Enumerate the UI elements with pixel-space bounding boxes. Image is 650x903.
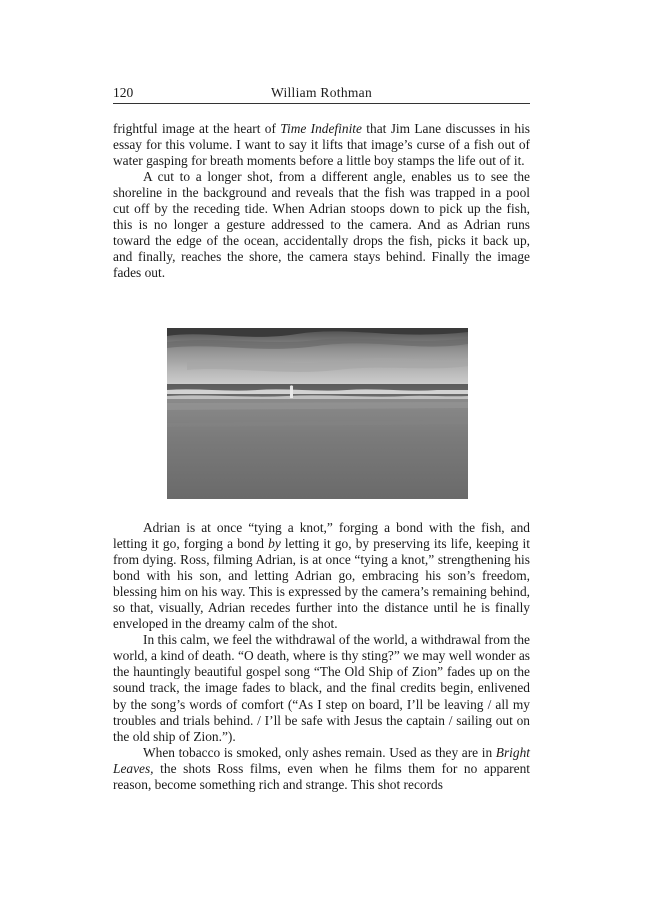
text-run: frightful image at the heart of [113, 121, 281, 136]
page-header [113, 85, 530, 104]
italic-text: Bright Leaves, [113, 744, 530, 776]
beach-photo-image [167, 328, 468, 499]
paragraph [113, 520, 530, 632]
text-run: the shots Ross films, even when he films them for no apparent reason, become something rich and strange. This shot records [113, 760, 530, 792]
italic-text: by [268, 536, 281, 552]
text-run: letting it go, by preserving its life, keeping it from dying. Ross, filming Adrian, is at once “tying a knot,” strengthening his bond with his son, and letting Adrian go, embracing his son’s freedom, blessing him on his way. This is expressed by the camera’s remaining behind, so that, visually, Adrian recedes further into the distance until he is finally enveloped in the dreamy calm of the shot. [113, 536, 531, 632]
body-text-bottom [113, 520, 530, 793]
text-run: A cut to a longer shot, from a different angle, enables us to see the shoreline in the background and reveals that the fish was trapped in a pool cut off by the receding tide. When Adrian stoops down to pick up the fish, this is no longer a gesture addressed to the camera. And as Adrian runs toward the edge of the ocean, accidentally drops the fish, picks it back up, and finally, reaches the shore, the camera stays behind. Finally the image fades out. [113, 169, 530, 281]
italic-text: Time Indefinite [280, 121, 362, 136]
text-run: When tobacco is smoked, only ashes remain. Used as they are in [143, 744, 496, 760]
paragraph [113, 169, 530, 281]
running-head: William Rothman [270, 85, 373, 100]
paragraph [113, 121, 530, 169]
text-run: Adrian is at once “tying a knot,” forging a bond with the fish, and letting it go, forging a bond [113, 520, 530, 552]
body-text-top [113, 121, 530, 281]
paragraph [113, 632, 530, 744]
text-run: In this calm, we feel the withdrawal of the world, a withdrawal from the world, a kind of death. “O death, where is thy sting?” we may well wonder as the hauntingly beautiful gospel song “The Old Ship of Zion” fades up on the sound track, the image fades to black, and the final credits begin, enlivened by the song’s words of comfort (“As I step on board, I’ll be leaving / all my troubles and trials behind. / I’ll be safe with Jesus the captain / sailing out on the old ship of Zion.”). [113, 632, 530, 744]
page-number: 120 [113, 85, 134, 100]
paragraph [113, 745, 530, 793]
text-run: that Jim Lane discusses in his essay for this volume. I want to say it lifts that image’s curse of a fish out of water gasping for breath moments before a little boy stamps the life out of it. [113, 121, 530, 169]
beach-shoreline-photo [167, 328, 468, 499]
